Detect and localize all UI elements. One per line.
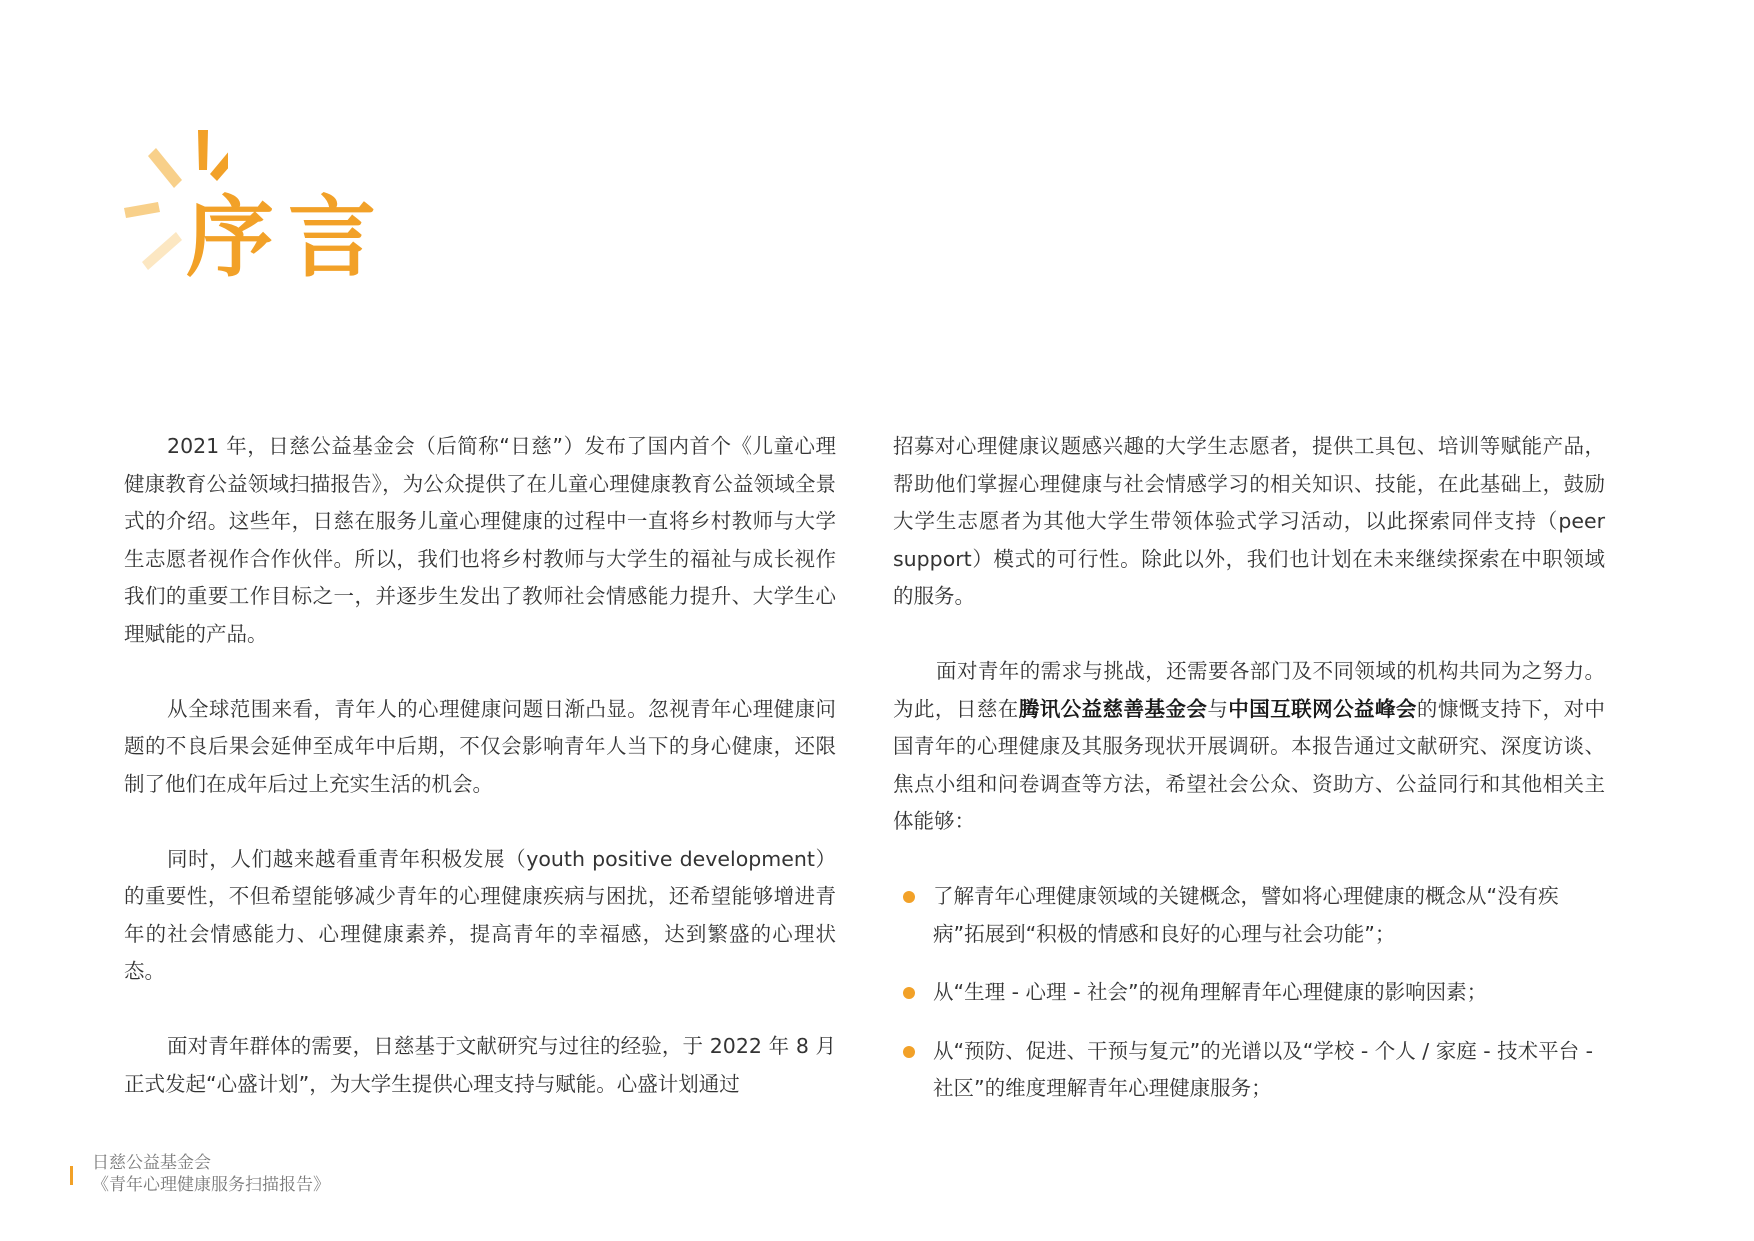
burst-ray-left (124, 202, 160, 218)
research-paragraph (893, 653, 1605, 841)
bullet-dot-icon (903, 987, 915, 999)
research-text-a: 面对青年的需求与挑战，还需要各部门及不同领域的机构共同为之努力。为此，日慈在 (893, 659, 1605, 721)
research-text-and: 与 (1207, 696, 1229, 721)
left-column (124, 428, 836, 1103)
global-context-paragraph: 从全球范围来看，青年人的心理健康问题日渐凸显。忽视青年心理健康问题的不良后果会延伸至成年中后期，不仅会影响青年人当下的身心健康，还限制了他们在成年后过上充实生活的机会。 (124, 696, 836, 796)
list-item (893, 878, 1605, 953)
right-column (893, 428, 1605, 1129)
footer-accent-bar (70, 1166, 73, 1185)
list-item (893, 974, 1605, 1012)
burst-ray-upper-right (210, 150, 228, 181)
intro-paragraph: 2021 年，日慈公益基金会（后简称“日慈”）发布了国内首个《儿童心理健康教育公益领域扫描报告》，为公众提供了在儿童心理健康教育公益领域全景式的介绍。这些年，日慈在服务儿童心理健康的过程中一直将乡村教师与大学生志愿者视作合作伙伴。所以，我们也将乡村教师与大学生的福祉与成长视作我们的重要工作目标之一，并逐步生发出了教师社会情感能力提升、大学生心理赋能的产品。 (124, 434, 836, 646)
burst-ray-top (198, 130, 208, 170)
list-item-text: 从“生理 - 心理 - 社会”的视角理解青年心理健康的影响因素； (933, 980, 1488, 1004)
footer-org-name: 日慈公益基金会 (92, 1153, 211, 1173)
page-title: 序言 (186, 186, 391, 289)
goals-list (893, 878, 1605, 1108)
list-item-text: 从“预防、促进、干预与复元”的光谱以及“学校 - 个人 / 家庭 - 技术平台 - 社区”的维度理解青年心理健康服务； (933, 1038, 1594, 1100)
partner-tencent-foundation: 腾讯公益慈善基金会 (1018, 696, 1208, 721)
list-item (893, 1033, 1605, 1108)
research-text-b: 的慷慨支持下，对中国青年的心理健康及其服务现状开展调研。本报告通过文献研究、深度访谈、焦点小组和问卷调查等方法，希望社会公众、资助方、公益同行和其他相关主体能够： (893, 696, 1606, 833)
footer-report-title: 《青年心理健康服务扫描报告》 (92, 1175, 330, 1195)
list-item-text: 了解青年心理健康领域的关键概念，譬如将心理健康的概念从“没有疾病”拓展到“积极的情感和良好的心理与社会功能”； (933, 884, 1559, 946)
burst-ray-upper-left (148, 148, 182, 188)
program-paragraph: 面对青年群体的需要，日慈基于文献研究与过往的经验，于 2022 年 8 月正式发起“心盛计划”，为大学生提供心理支持与赋能。心盛计划通过 (124, 1034, 836, 1096)
footer (70, 1152, 330, 1196)
positive-development-paragraph: 同时，人们越来越看重青年积极发展（youth positive development）的重要性，不但希望能够减少青年的心理健康疾病与困扰，还希望能够增进青年的社会情感能力、心理健康素养，提高青年的幸福感，达到繁盛的心理状态。 (124, 846, 836, 983)
program-continued-paragraph: 招募对心理健康议题感兴趣的大学生志愿者，提供工具包、培训等赋能产品，帮助他们掌握心理健康与社会情感学习的相关知识、技能，在此基础上，鼓励大学生志愿者为其他大学生带领体验式学习活动，以此探索同伴支持（peer support）模式的可行性。除此以外，我们也计划在未来继续探索在中职领域的服务。 (893, 434, 1605, 608)
burst-ray-lower-left (142, 232, 182, 270)
bullet-dot-icon (903, 1046, 915, 1058)
partner-internet-summit: 中国互联网公益峰会 (1228, 696, 1417, 721)
bullet-dot-icon (903, 891, 915, 903)
